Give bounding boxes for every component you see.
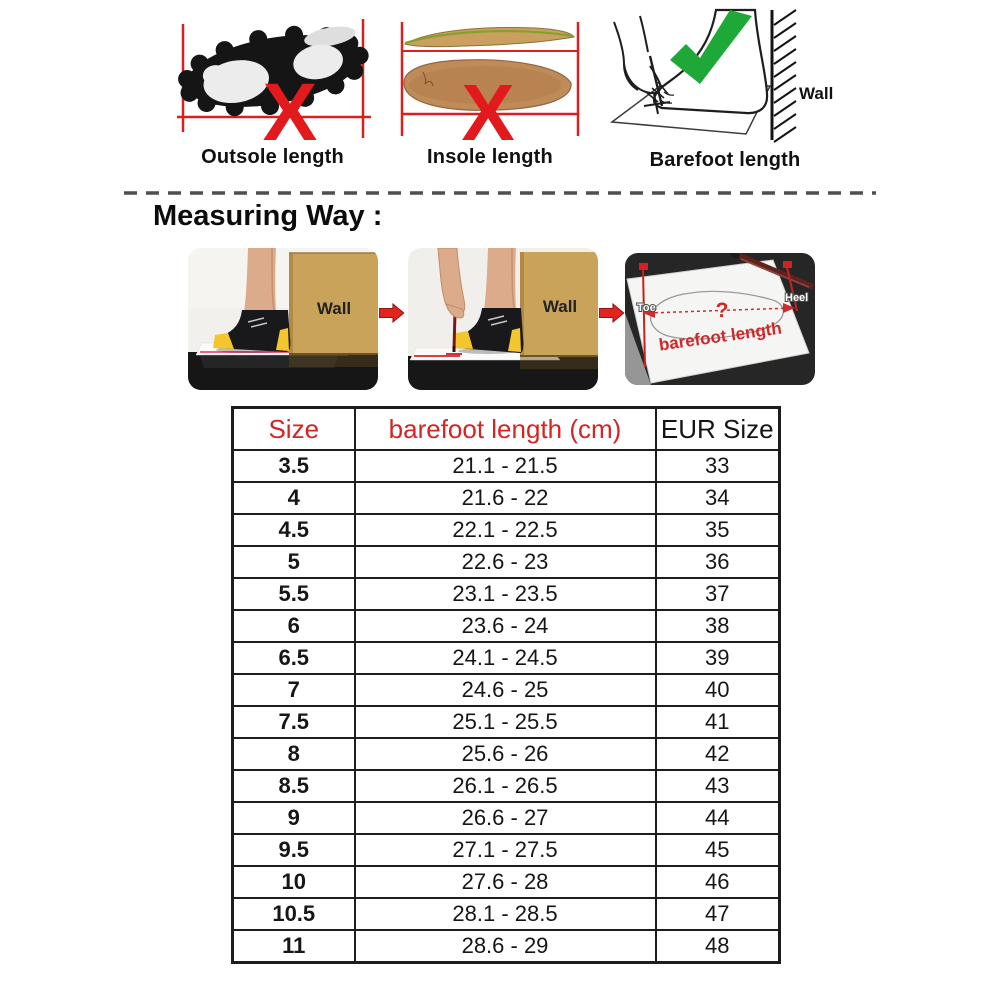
barefoot-length-cell: 26.1 - 26.5 — [355, 770, 656, 802]
table-row — [233, 770, 780, 802]
eur-size-cell: 33 — [656, 450, 780, 482]
outsole-illustration — [160, 14, 385, 144]
eur-size-cell: 40 — [656, 674, 780, 706]
size-cell: 11 — [233, 930, 355, 963]
eur-size-cell: 45 — [656, 834, 780, 866]
size-cell: 5 — [233, 546, 355, 578]
eur-size-cell: 34 — [656, 482, 780, 514]
table-row — [233, 802, 780, 834]
eur-size-cell: 39 — [656, 642, 780, 674]
size-cell: 9 — [233, 802, 355, 834]
measuring-way-heading: Measuring Way : — [153, 200, 383, 232]
barefoot-length-cell: 23.1 - 23.5 — [355, 578, 656, 610]
eur-size-cell: 44 — [656, 802, 780, 834]
step3-photo — [625, 253, 815, 385]
cardboard-box — [520, 252, 598, 369]
wall-label: Wall — [799, 84, 834, 103]
wall-label: Wall — [542, 297, 578, 316]
table-row — [233, 450, 780, 482]
eur-size-cell: 38 — [656, 610, 780, 642]
leg — [244, 248, 276, 312]
eur-size-cell: 43 — [656, 770, 780, 802]
eur-size-cell: 36 — [656, 546, 780, 578]
step1-photo — [188, 248, 378, 390]
insole-illustration — [385, 14, 595, 144]
eur-size-cell: 47 — [656, 898, 780, 930]
size-cell: 6.5 — [233, 642, 355, 674]
barefoot-length-cell: 28.1 - 28.5 — [355, 898, 656, 930]
barefoot-length-cell: 24.6 - 25 — [355, 674, 656, 706]
eur-size-header: EUR Size — [656, 408, 780, 451]
x-mark-icon: X — [262, 67, 318, 144]
size-cell: 7 — [233, 674, 355, 706]
size-cell: 10.5 — [233, 898, 355, 930]
size-table-body — [233, 450, 780, 963]
barefoot-length-cell: 21.1 - 21.5 — [355, 450, 656, 482]
barefoot-illustration — [600, 8, 850, 144]
barefoot-length-cell: 23.6 - 24 — [355, 610, 656, 642]
size-cell: 9.5 — [233, 834, 355, 866]
table-row — [233, 546, 780, 578]
size-cell: 10 — [233, 866, 355, 898]
step2-photo — [408, 248, 598, 390]
x-mark-icon: X — [461, 68, 515, 144]
insole-side-view — [405, 28, 574, 47]
barefoot-length-cell: 26.6 - 27 — [355, 802, 656, 834]
eur-size-cell: 35 — [656, 514, 780, 546]
barefoot-figure — [600, 8, 850, 172]
size-chart-table — [231, 406, 781, 964]
barefoot-length-cell: 22.1 - 22.5 — [355, 514, 656, 546]
table-row — [233, 578, 780, 610]
wall-label: Wall — [316, 299, 352, 318]
table-row — [233, 738, 780, 770]
insole-label: Insole length — [427, 146, 553, 168]
barefoot-label: Barefoot length — [649, 149, 801, 171]
toe-label: Toe — [637, 302, 656, 314]
size-cell: 8 — [233, 738, 355, 770]
table-row — [233, 610, 780, 642]
arrow-right-icon — [379, 303, 405, 328]
eur-size-cell: 37 — [656, 578, 780, 610]
eur-size-cell: 41 — [656, 706, 780, 738]
barefoot-length-cell: 25.6 - 26 — [355, 738, 656, 770]
table-row — [233, 482, 780, 514]
barefoot-length-cell: 22.6 - 23 — [355, 546, 656, 578]
eur-size-cell: 42 — [656, 738, 780, 770]
leg — [484, 248, 516, 310]
barefoot-length-cell: 27.1 - 27.5 — [355, 834, 656, 866]
table-row — [233, 834, 780, 866]
size-cell: 4.5 — [233, 514, 355, 546]
barefoot-length-cell: 27.6 - 28 — [355, 866, 656, 898]
size-cell: 7.5 — [233, 706, 355, 738]
table-row — [233, 514, 780, 546]
barefoot-length-cell: 25.1 - 25.5 — [355, 706, 656, 738]
size-cell: 3.5 — [233, 450, 355, 482]
wall-hatching — [774, 10, 796, 142]
size-cell: 4 — [233, 482, 355, 514]
table-row — [233, 706, 780, 738]
table-row — [233, 930, 780, 963]
outsole-label: Outsole length — [201, 146, 344, 168]
table-row — [233, 674, 780, 706]
arrow-right-icon — [599, 303, 625, 328]
eur-size-cell: 48 — [656, 930, 780, 963]
cardboard-box — [289, 253, 378, 367]
table-row — [233, 898, 780, 930]
table-header-row — [233, 408, 780, 451]
size-cell: 6 — [233, 610, 355, 642]
dashed-divider — [124, 183, 876, 201]
heel-label: Heel — [785, 292, 809, 304]
eur-size-cell: 46 — [656, 866, 780, 898]
barefoot-length-caption: barefoot length — [657, 318, 783, 355]
size-cell: 5.5 — [233, 578, 355, 610]
table-row — [233, 866, 780, 898]
insole-figure — [385, 14, 595, 169]
outsole-figure — [160, 14, 385, 169]
barefoot-length-cell: 21.6 - 22 — [355, 482, 656, 514]
barefoot-length-cell: 24.1 - 24.5 — [355, 642, 656, 674]
barefoot-length-header: barefoot length (cm) — [355, 408, 656, 451]
size-cell: 8.5 — [233, 770, 355, 802]
hand-drawing — [614, 16, 668, 106]
barefoot-length-cell: 28.6 - 29 — [355, 930, 656, 963]
size-header: Size — [233, 408, 355, 451]
question-mark: ? — [715, 299, 729, 322]
table-row — [233, 642, 780, 674]
